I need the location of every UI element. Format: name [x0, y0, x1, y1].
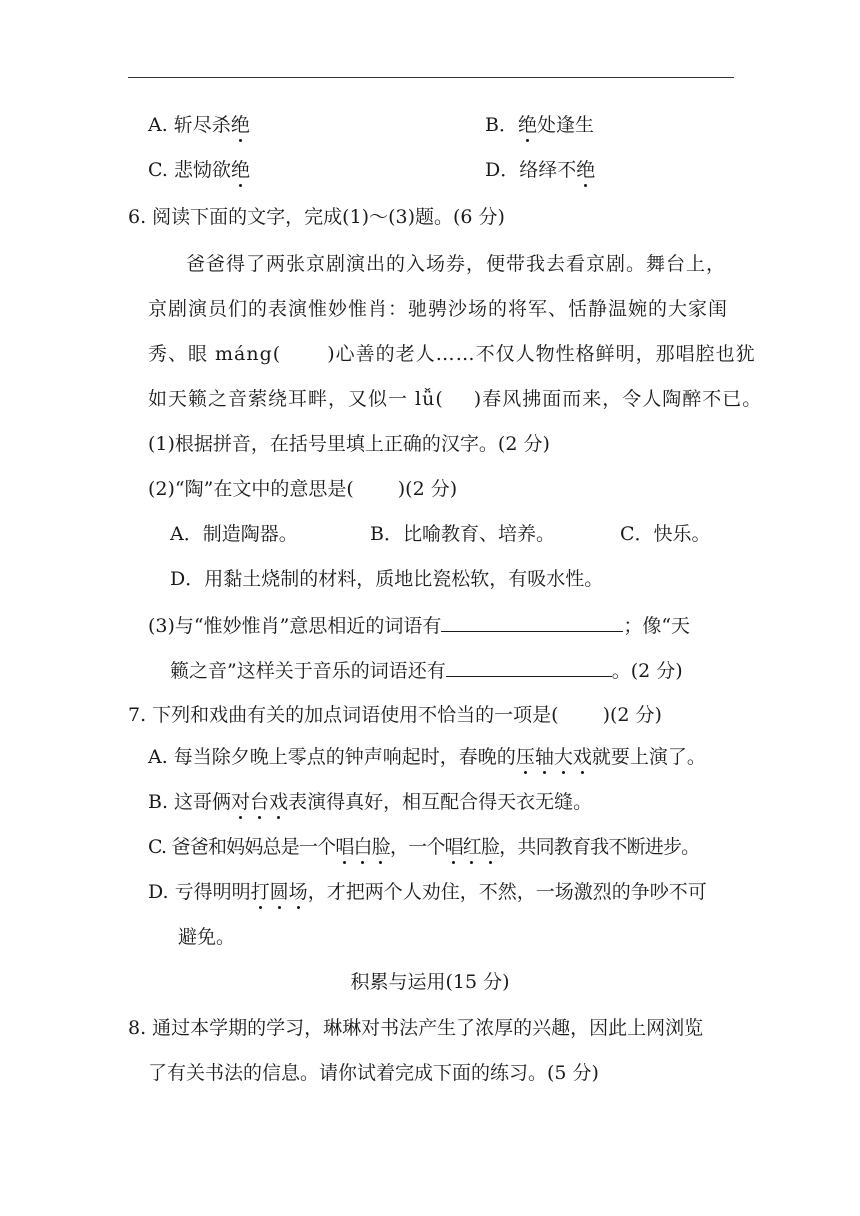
q7-option-a-text: A. 每当除夕晚上零点的钟声响起时，春晚的: [148, 746, 516, 768]
emphasis-char: 脸: [480, 836, 500, 858]
q7-stem-score: )(2 分): [602, 704, 662, 726]
passage-line-3-start: 秀、眼 máng(: [148, 343, 282, 365]
q7-option-c: [148, 834, 699, 860]
q7-option-a-text-end: 就要上演了。: [591, 746, 706, 768]
q7-option-b: [148, 789, 592, 815]
q6-option-a: A．制造陶器。: [170, 523, 298, 545]
q6-sub2-score: )(2 分): [397, 478, 458, 500]
q8-line-1: 8. 通过本学期的学习，琳琳对书法产生了浓厚的兴趣，因此上网浏览: [128, 1017, 704, 1039]
q6-option-d: D．用黏土烧制的材料，质地比瓷松软，有吸水性。: [170, 568, 604, 590]
q5-option-a: [148, 112, 250, 138]
passage-line-3: [148, 341, 756, 367]
passage-line-4-end: )春风拂面而来，令人陶醉不已。: [473, 388, 763, 410]
q6-sub3-text-cont: ；像“天: [623, 615, 691, 637]
passage-line-4-start: 如天籁之音萦绕耳畔，又似一 lǚ(: [148, 388, 444, 410]
q6-sub1: (1)根据拼音，在括号里填上正确的汉字。(2 分): [148, 433, 550, 455]
q7-option-d-cont: 避免。: [178, 926, 236, 948]
q7-option-b-text-end: 表演得真好，相互配合得天衣无缝。: [288, 791, 593, 813]
answer-blank-similar-words[interactable]: [441, 611, 623, 632]
q5-option-b-text: 处逢生: [536, 114, 594, 136]
q7-stem: [128, 702, 662, 728]
q7-option-c-text: C. 爸爸和妈妈总是一个: [148, 836, 336, 858]
q6-sub3-line2: [170, 656, 683, 684]
passage-line-2: 京剧演员们的表演惟妙惟肖：驰骋沙场的将军、恬静温婉的大家闺: [148, 298, 729, 320]
q6-sub3-text: (3)与“惟妙惟肖”意思相近的词语有: [148, 615, 442, 637]
q6-sub3-line1: [148, 611, 690, 639]
q6-stem: 6. 阅读下面的文字，完成(1)～(3)题。(6 分): [128, 206, 505, 228]
q7-option-d: [148, 879, 707, 905]
q7-option-b-text: B. 这哥俩: [148, 791, 232, 813]
emphasis-char: 对: [231, 791, 251, 813]
q7-option-c-text-end: ，共同教育我不断进步。: [499, 836, 700, 858]
q5-option-d-text: D．络绎不: [485, 159, 577, 181]
q7-option-d-text: D. 亏得明明: [148, 881, 251, 903]
q5-option-b-label: B．: [485, 114, 518, 136]
passage-line-1: 爸爸得了两张京剧演出的入场券，便带我去看京剧。舞台上，: [186, 253, 727, 275]
q7-option-a: [148, 744, 706, 770]
q5-option-c-text: C. 悲恸欲: [148, 159, 231, 181]
q5-option-d: [485, 157, 595, 183]
q6-option-b: B．比喻教育、培养。: [370, 523, 555, 545]
passage-line-3-end: )心善的老人……不仅人物性格鲜明，那唱腔也犹: [327, 343, 756, 365]
q6-option-c: C．快乐。: [620, 523, 711, 545]
emphasis-char: 唱: [444, 836, 463, 858]
emphasis-char: 圆: [269, 881, 289, 903]
top-rule: [128, 77, 734, 78]
q7-stem-text: 7. 下列和戏曲有关的加点词语使用不恰当的一项是(: [128, 704, 559, 726]
emphasis-char: 轴: [534, 746, 554, 768]
q5-option-b: [485, 112, 594, 138]
emphasis-char: 打: [250, 881, 270, 903]
emphasis-char: 白: [353, 836, 372, 858]
emphasis-char: 场: [288, 881, 308, 903]
q5-option-a-text: A. 斩尽杀: [148, 114, 231, 136]
q8-line-2: 了有关书法的信息。请你试着完成下面的练习。(5 分): [148, 1062, 599, 1084]
emphasis-char: 绝: [230, 159, 250, 181]
q7-option-c-text-mid: ，一个: [389, 836, 445, 858]
emphasis-char: 戏: [572, 746, 592, 768]
answer-blank-music-words[interactable]: [446, 656, 612, 677]
emphasis-char: 戏: [269, 791, 289, 813]
emphasis-char: 唱: [335, 836, 354, 858]
emphasis-char: 脸: [371, 836, 390, 858]
q6-sub3-text-2: 籁之音”这样关于音乐的词语还有: [170, 660, 446, 682]
emphasis-char: 绝: [576, 159, 596, 181]
emphasis-char: 红: [462, 836, 481, 858]
q6-sub2: [148, 476, 457, 502]
emphasis-char: 绝: [230, 114, 250, 136]
emphasis-char: 台: [250, 791, 270, 813]
q7-option-d-text-end: ，才把两个人劝住，不然，一场激烈的争吵不可: [307, 881, 707, 903]
q6-sub3-score: 。(2 分): [611, 660, 683, 682]
emphasis-char: 压: [515, 746, 535, 768]
emphasis-char: 绝: [517, 114, 537, 136]
emphasis-char: 大: [553, 746, 573, 768]
section-heading: 积累与运用(15 分): [350, 971, 510, 993]
passage-line-4: [148, 386, 762, 412]
q6-sub2-text: (2)“陶”在文中的意思是(: [148, 478, 354, 500]
q5-option-c: [148, 157, 250, 183]
